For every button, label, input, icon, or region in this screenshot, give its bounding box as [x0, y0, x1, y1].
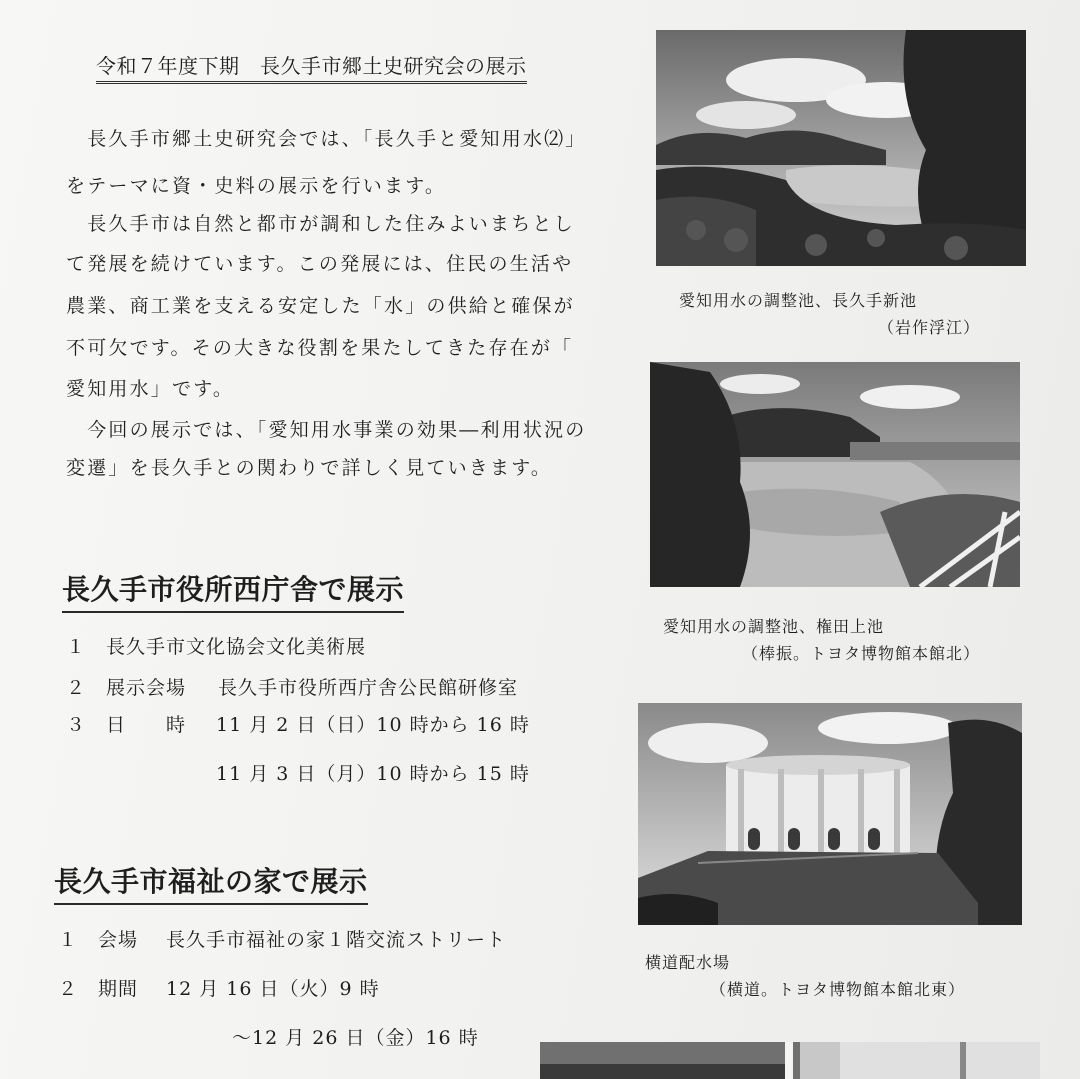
photo-yokomichi-reservoir	[638, 703, 1022, 925]
intro-line-2: をテーマに資・史料の展示を行います。	[66, 175, 447, 197]
page-title: 令和７年度下期 長久手市郷土史研究会の展示	[96, 50, 527, 84]
section2-item-1-value: 長久手市福祉の家１階交流ストリート	[166, 929, 507, 951]
photo-gondakami-ike	[650, 362, 1020, 587]
intro-line-4: て発展を続けています。この発展には、住民の生活や	[66, 253, 574, 275]
intro-line-5: 農業、商工業を支える安定した「水」の供給と確保が	[66, 295, 575, 317]
section2-item-2-value: 12 月 16 日（火）9 時	[166, 978, 380, 1000]
photo-nagakute-shinike	[656, 30, 1026, 266]
intro-line-9: 変遷」を長久手との関わりで詳しく見ていきます。	[66, 457, 553, 479]
photo-partial-bottom	[540, 1042, 1040, 1079]
photo-2-subcaption: （棒振。トヨタ博物館本館北）	[742, 644, 981, 663]
photo-1-subcaption: （岩作浮江）	[878, 318, 981, 337]
section2-item-1-num: １	[58, 929, 79, 951]
photo-2-caption: 愛知用水の調整池、権田上池	[663, 617, 885, 636]
section1-item-2-num: ２	[66, 677, 87, 699]
section1-item-3-num: ３	[66, 714, 87, 736]
intro-line-7: 愛知用水」です。	[66, 378, 235, 400]
intro-line-1: 長久手市郷土史研究会では、「長久手と愛知用水⑵」	[66, 128, 587, 150]
section2-extra-date: ～12 月 26 日（金）16 時	[232, 1027, 479, 1049]
section2-item-1-label: 会場	[98, 929, 139, 951]
section2-item-2-label: 期間	[98, 978, 139, 1000]
intro-line-8: 今回の展示では、「愛知用水事業の効果―利用状況の	[66, 419, 587, 441]
intro-line-3: 長久手市は自然と都市が調和した住みよいまちとし	[66, 213, 575, 235]
section2-item-2-num: ２	[58, 978, 79, 1000]
section1-item-1-num: １	[66, 636, 87, 658]
photo-1-caption: 愛知用水の調整池、長久手新池	[679, 291, 918, 310]
section1-extra-date: 11 月 3 日（月）10 時から 15 時	[216, 763, 530, 785]
section1-item-3-value: 11 月 2 日（日）10 時から 16 時	[216, 714, 530, 736]
section1-item-2-value: 長久手市役所西庁舎公民館研修室	[218, 677, 519, 699]
section1-heading: 長久手市役所西庁舎で展示	[62, 568, 404, 613]
section1-item-1-label: 長久手市文化協会文化美術展	[106, 636, 367, 658]
section2-heading: 長久手市福祉の家で展示	[54, 860, 368, 905]
photo-3-caption: 横道配水場	[645, 953, 731, 972]
intro-line-6: 不可欠です。その大きな役割を果たしてきた存在が「	[66, 337, 574, 359]
section1-item-3-label: 日 時	[106, 714, 187, 736]
photo-3-subcaption: （横道。トヨタ博物館本館北東）	[710, 980, 966, 999]
section1-item-2-label: 展示会場	[106, 677, 187, 699]
